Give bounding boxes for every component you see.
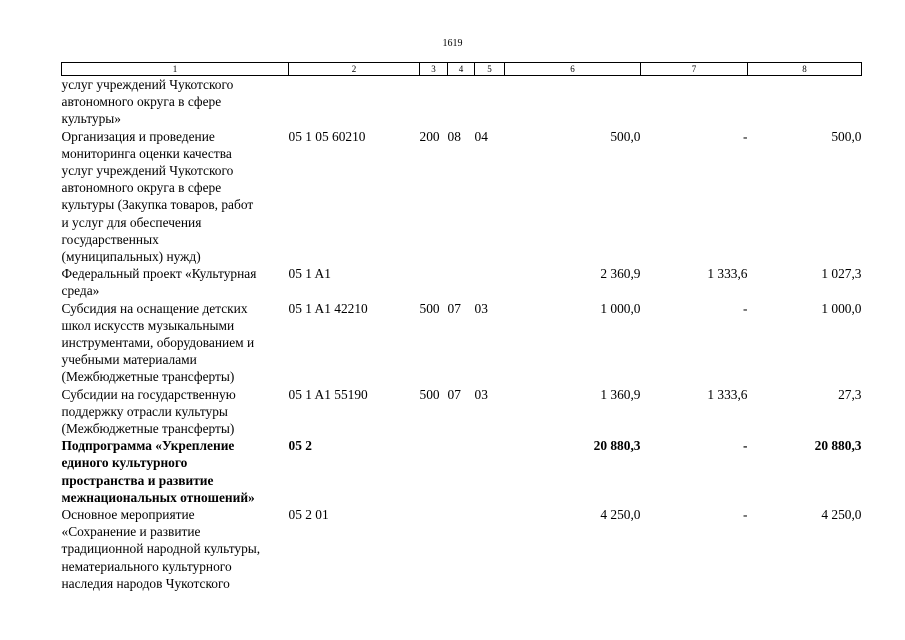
row-col6: 1 360,9: [600, 386, 641, 402]
row-col8: 4 250,0: [821, 507, 862, 523]
row-col4: 07: [447, 386, 461, 402]
table-row: [62, 300, 862, 386]
table-row: [62, 386, 862, 438]
column-header-3: 3: [420, 63, 448, 76]
row-code: 05 1 A1 42210: [288, 300, 368, 316]
row-col7: [641, 76, 748, 128]
row-col6: 1 000,0: [600, 300, 641, 316]
row-code: 05 2: [288, 438, 312, 454]
row-col4: 08: [447, 128, 461, 144]
row-col3: [420, 265, 448, 299]
row-col3: [420, 506, 448, 592]
table-row: [62, 506, 862, 592]
column-number-header-row: [62, 63, 862, 76]
column-header-5: 5: [475, 63, 505, 76]
row-col8: 500,0: [831, 128, 862, 144]
row-col5: [475, 437, 505, 506]
row-col7: -: [743, 300, 748, 316]
row-col7: 1 333,6: [707, 386, 748, 402]
row-col8: 27,3: [838, 386, 862, 402]
table-row: [62, 265, 862, 299]
row-col7: -: [743, 128, 748, 144]
column-header-2: 2: [289, 63, 420, 76]
row-code: 05 1 A1 55190: [288, 386, 368, 402]
row-col6: 20 880,3: [593, 438, 641, 454]
row-col6: [505, 76, 641, 128]
row-name: Федеральный проект «Культурная среда»: [61, 266, 257, 299]
row-col8: 1 000,0: [821, 300, 862, 316]
row-name: Подпрограмма «Укрепление единого культурного пространства и развитие межнациональных отношений»: [61, 438, 255, 505]
column-header-4: 4: [448, 63, 475, 76]
row-col7: -: [743, 507, 748, 523]
row-name: Основное мероприятие «Сохранение и развитие традиционной народной культуры, нематериального культурного наследия народов Чукотского: [61, 507, 261, 591]
row-col6: 4 250,0: [600, 507, 641, 523]
row-col8: 1 027,3: [821, 266, 862, 282]
row-col3: [420, 76, 448, 128]
row-code: 05 1 A1: [288, 266, 331, 282]
row-col5: 03: [474, 300, 488, 316]
row-code: 05 1 05 60210: [288, 128, 366, 144]
table-row: [62, 128, 862, 266]
row-col5: 03: [474, 386, 488, 402]
row-col5: 04: [474, 128, 488, 144]
row-name: услуг учреждений Чукотского автономного округа в сфере культуры»: [61, 77, 234, 127]
page-number: 1619: [442, 38, 463, 49]
budget-table: [61, 62, 862, 592]
row-name: Субсидия на оснащение детских школ искусств музыкальными инструментами, оборудованием и учебными материалами (Межбюджетные трансферты): [61, 300, 255, 385]
row-col5: [475, 506, 505, 592]
row-col5: [475, 76, 505, 128]
column-header-8: 8: [748, 63, 862, 76]
column-header-7: 7: [641, 63, 748, 76]
row-name: Субсидии на государственную поддержку отрасли культуры (Межбюджетные трансферты): [61, 386, 236, 437]
row-col3: 200: [419, 128, 440, 144]
row-col6: 500,0: [610, 128, 641, 144]
row-col7: -: [743, 438, 748, 454]
row-code: 05 2 01: [288, 507, 329, 523]
row-col4: 07: [447, 300, 461, 316]
row-col7: 1 333,6: [707, 266, 748, 282]
row-name: Организация и проведение мониторинга оценки качества услуг учреждений Чукотского автономного округа в сфере культуры (Закупка товаров, работ и услуг для обеспечения государственных (муниципальных) нужд): [61, 128, 254, 265]
row-col5: [475, 265, 505, 299]
row-col4: [448, 437, 475, 506]
row-col8: 20 880,3: [814, 438, 862, 454]
row-col4: [448, 265, 475, 299]
row-col4: [448, 76, 475, 128]
row-col3: 500: [419, 300, 440, 316]
table-row: [62, 76, 862, 128]
table-row: [62, 437, 862, 506]
column-header-6: 6: [505, 63, 641, 76]
row-code: [289, 76, 420, 128]
row-col4: [448, 506, 475, 592]
row-col6: 2 360,9: [600, 266, 641, 282]
row-col3: 500: [419, 386, 440, 402]
column-header-1: 1: [62, 63, 289, 76]
row-col8: [748, 76, 862, 128]
row-col3: [420, 437, 448, 506]
